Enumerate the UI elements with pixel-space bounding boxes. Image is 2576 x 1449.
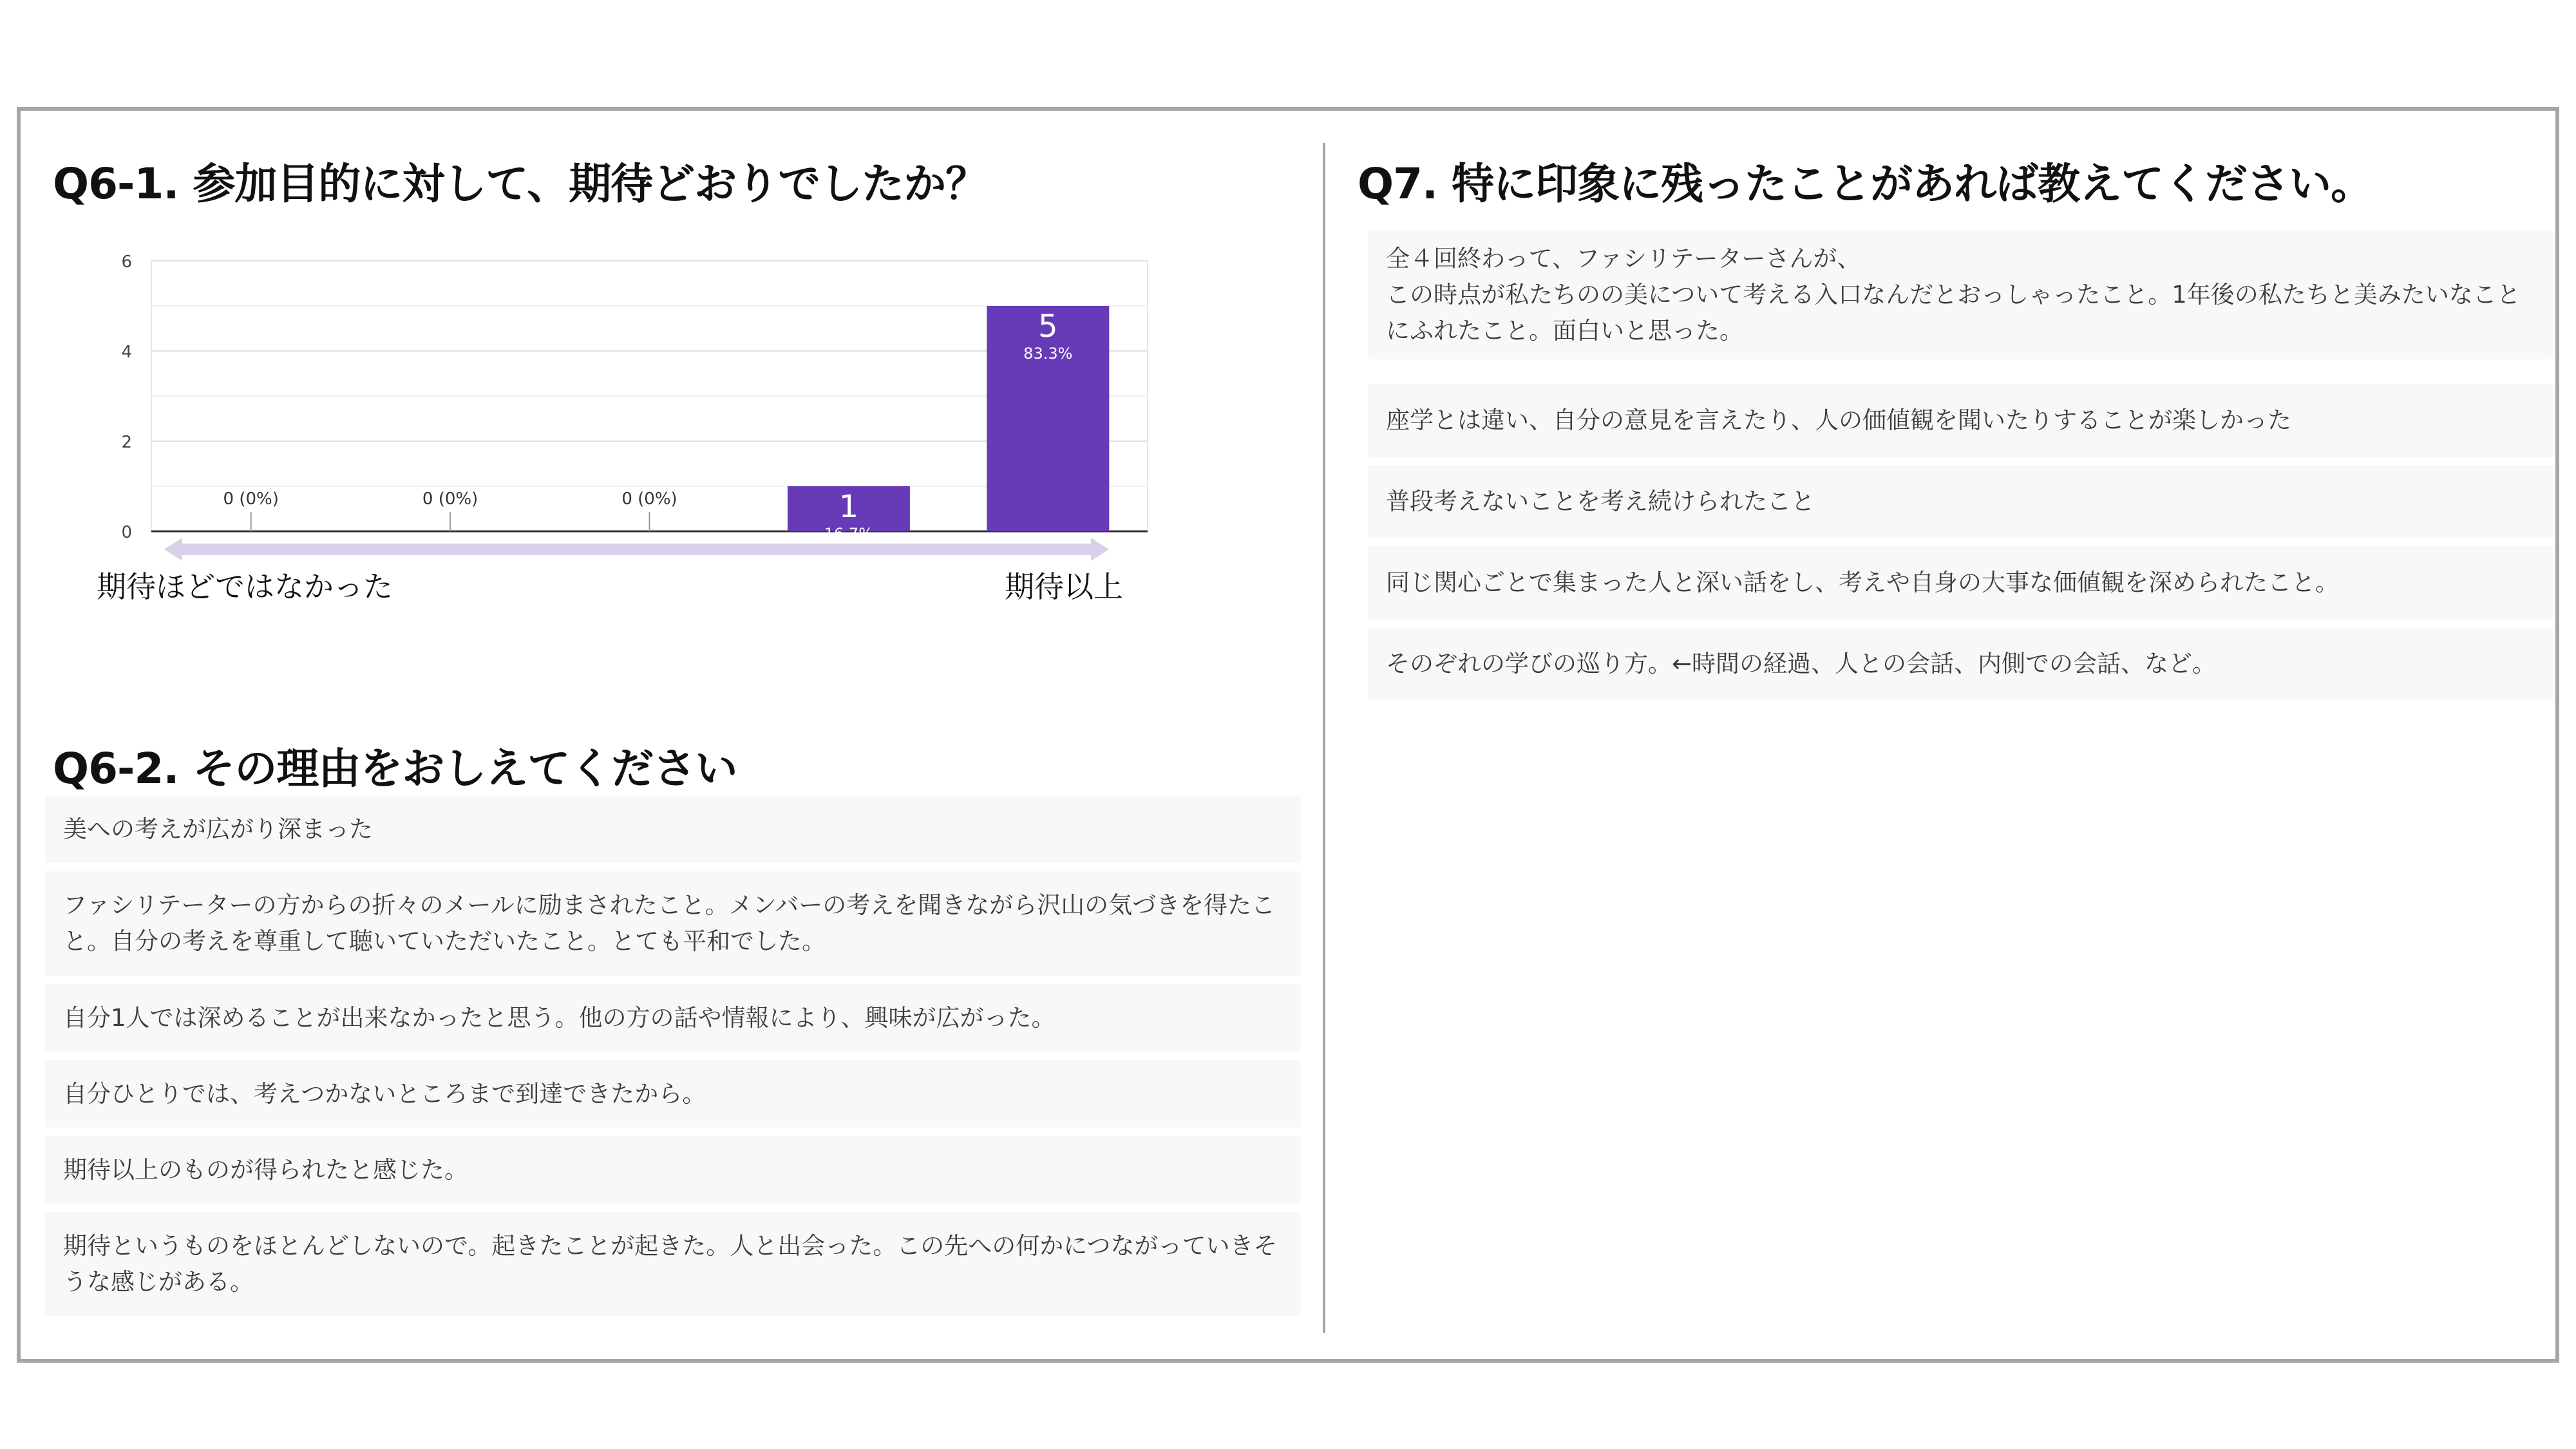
response-card [1368,627,2553,701]
response-card [1368,384,2553,457]
bar-value-label: 1 [838,489,859,525]
response-card [45,795,1301,863]
y-tick-label: 0 [121,523,132,542]
response-card [45,1136,1301,1204]
response-card [45,984,1301,1052]
response-text: 期待以上のものが得られたと感じた。 [63,1155,468,1184]
response-text: 自分ひとりでは、考えつかないところまで到達できたから。 [63,1079,706,1108]
scale-arrow-shaft [177,544,1096,555]
response-text: 全４回終わって、ファシリテーターさんが、 この時点が私たちのの美について考える入口なんだとおっしゃったこと。1年後の私たちと美みたいなことにふれたこと。面白いと思った。 [1386,245,2521,345]
y-tick-label: 4 [121,343,132,362]
response-card [1368,546,2553,620]
scale-high-label: 期待以上 [1005,569,1123,604]
response-card [45,1212,1301,1316]
q6-1-bar-chart [84,245,1179,573]
scale-arrow-right-head [1091,538,1109,561]
y-tick-label: 2 [121,433,132,452]
response-text: ファシリテーターの方からの折々のメールに励まされたこと。メンバーの考えを聞きながら沢山の気づきを得たこと。自分の考えを尊重して聴いていただいたこと。とても平和でした。 [63,891,1276,955]
response-card [45,871,1301,976]
response-card [45,1060,1301,1128]
response-card [1368,231,2553,359]
response-text: そのぞれの学びの巡り方。←時間の経過、人との会話、内側での会話、など。 [1386,650,2216,677]
scale-low-label: 期待ほどではなかった [97,569,393,604]
response-text: 座学とは違い、自分の意見を言えたり、人の価値観を聞いたりすることが楽しかった [1386,406,2291,434]
q7-title: Q7. 特に印象に残ったことがあれば教えてください。 [1358,159,2373,209]
y-tick-label: 6 [121,252,132,272]
response-text: 美への考えが広がり深まった [63,815,373,843]
response-card [1368,465,2553,538]
column-divider [1323,143,1325,1333]
scale-arrow-left-head [164,538,182,561]
bar-percent-label: 83.3% [1023,345,1073,363]
bar-value-label: 0 (0%) [422,489,478,509]
response-text: 同じ関心ごとで集まった人と深い話をし、考えや自身の大事な価値観を深められたこと。 [1386,569,2339,596]
q6-1-title: Q6-1. 参加目的に対して、期待どおりでしたか？ [53,159,988,209]
q6-2-title: Q6-2. その理由をおしえてください [53,744,737,793]
bar-value-label: 0 (0%) [621,489,677,509]
response-text: 自分1人では深めることが出来なかったと思う。他の方の話や情報により、興味が広がった。 [63,1003,1056,1032]
response-text: 普段考えないことを考え続けられたこと [1386,488,1815,515]
response-text: 期待というものをほとんどしないので。起きたことが起きた。人と出会った。この先への何かにつながっていきそうな感じがある。 [63,1232,1278,1296]
bar-percent-label: 16.7% [824,525,874,543]
bar-value-label: 5 [1038,308,1058,345]
bar-value-label: 0 (0%) [223,489,279,509]
